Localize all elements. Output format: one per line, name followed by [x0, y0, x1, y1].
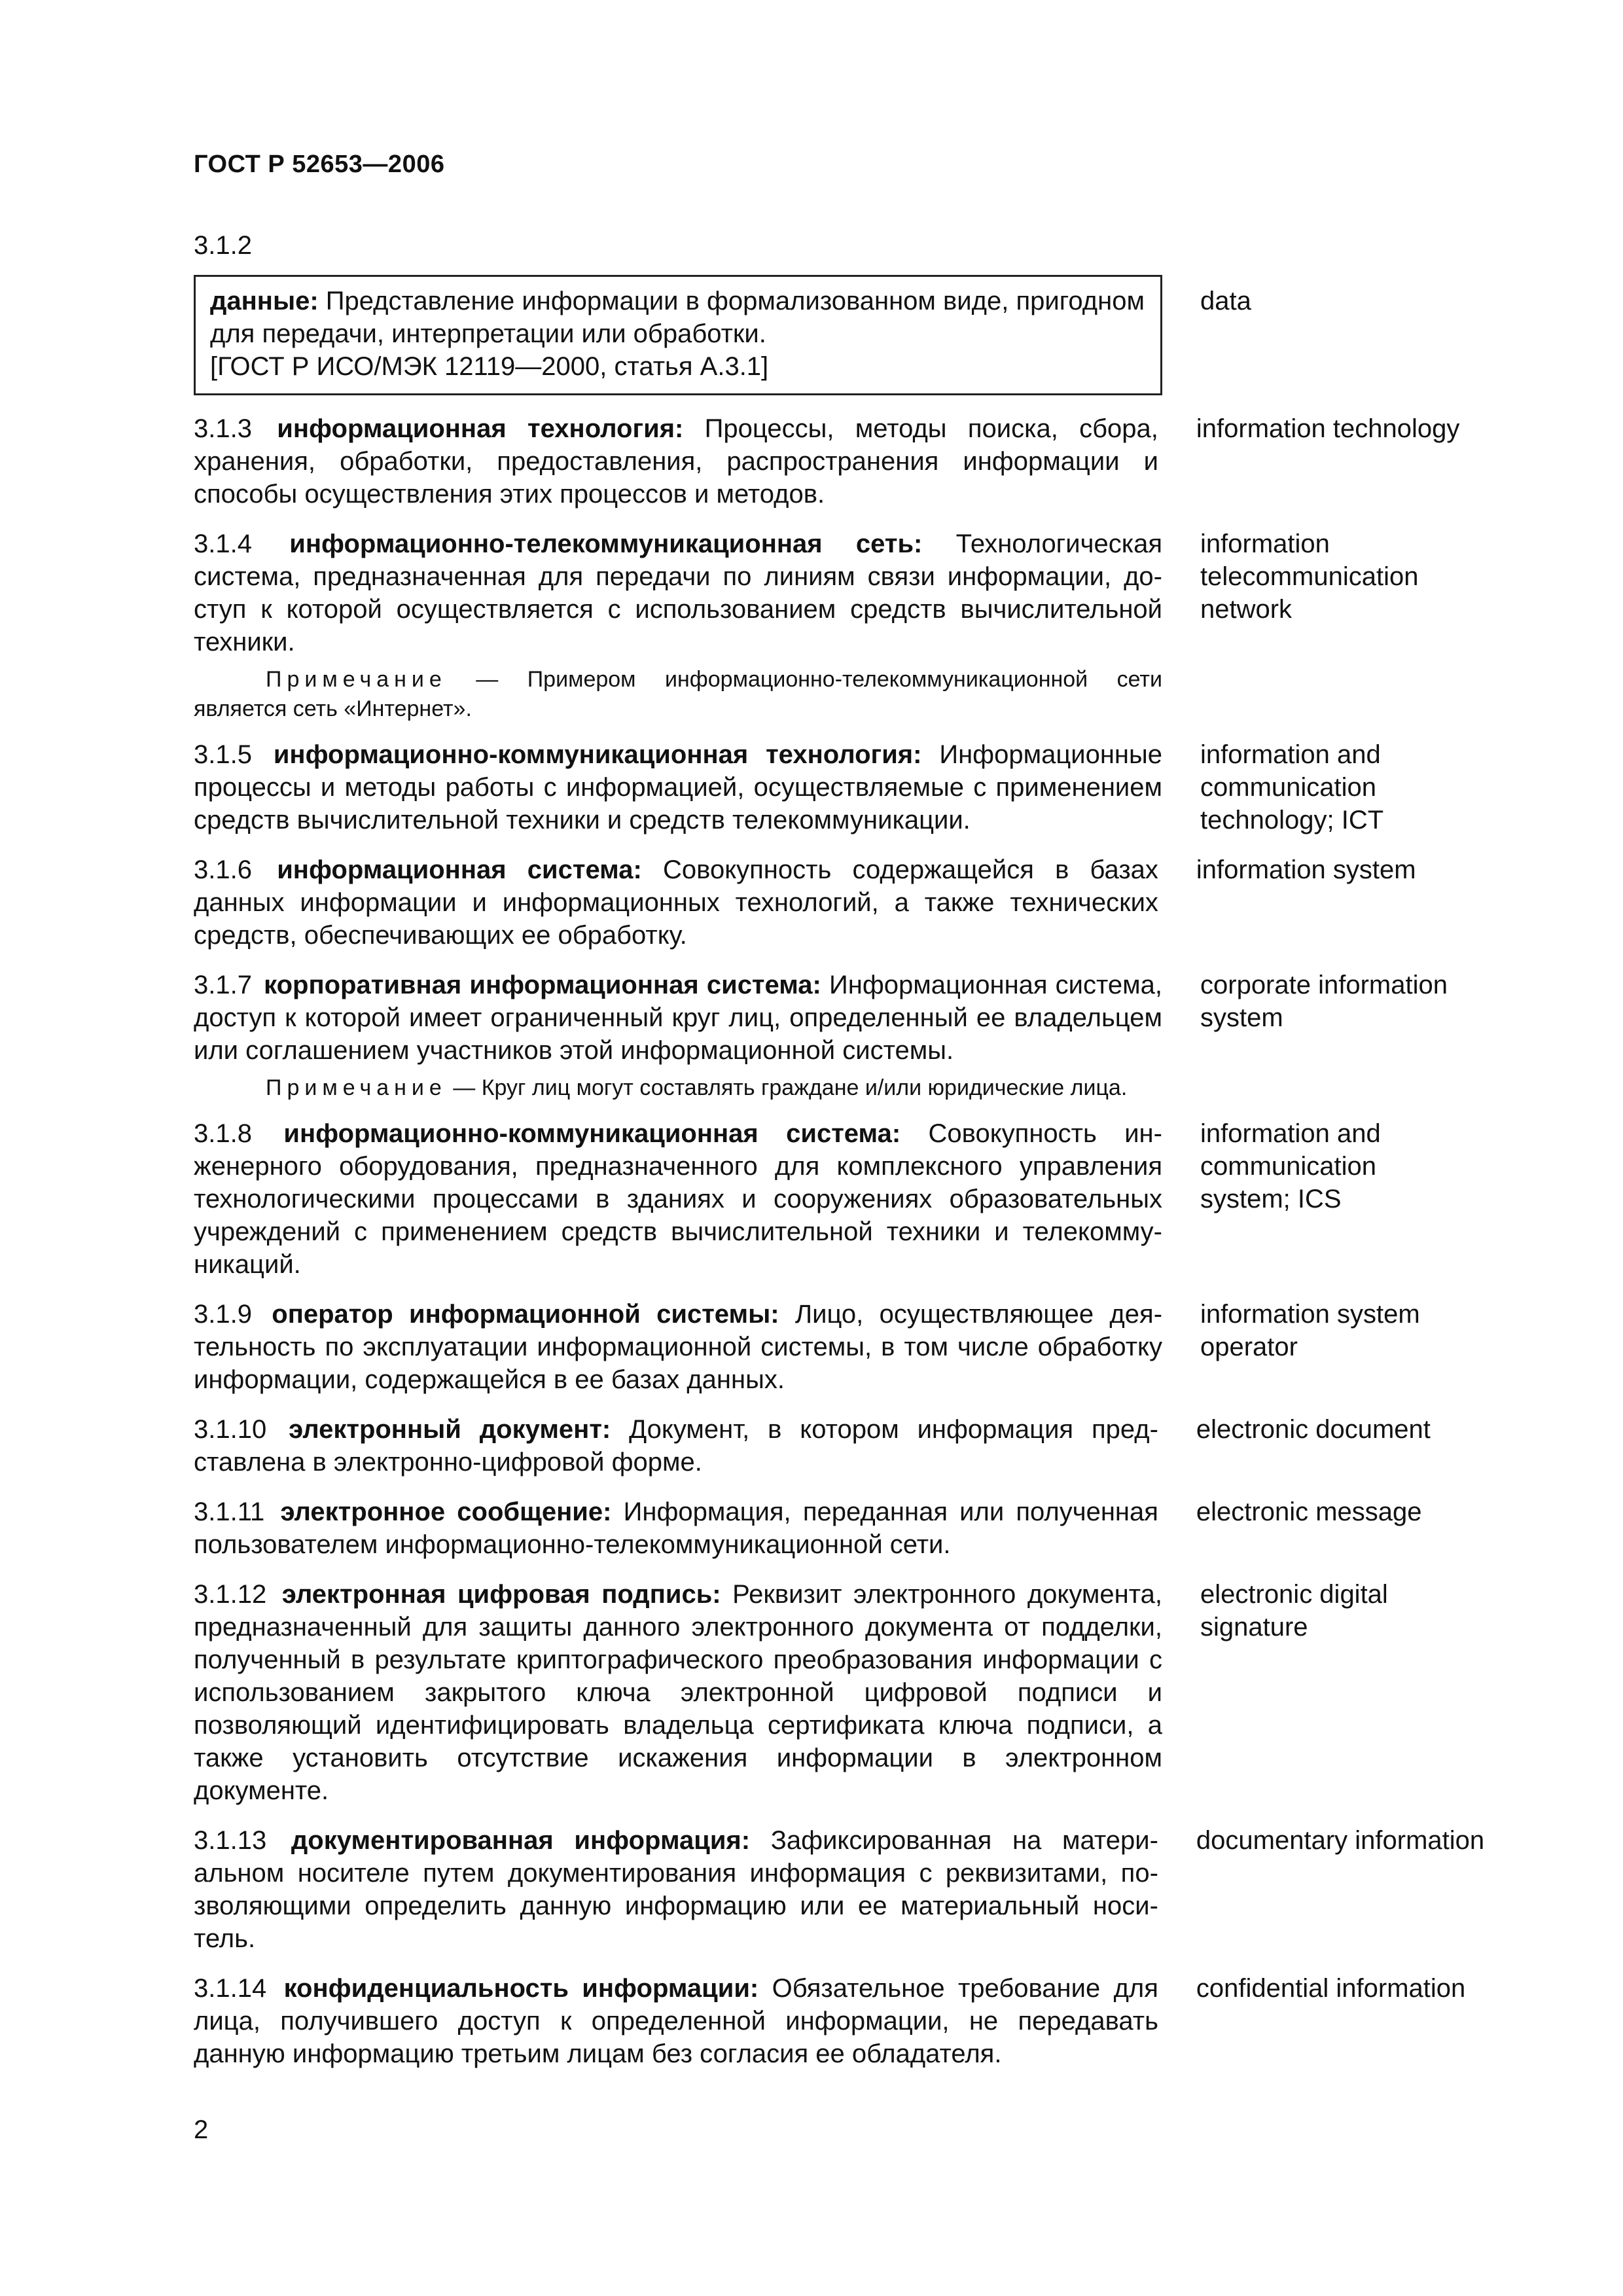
term-entry-3-1-7 [194, 969, 1503, 1067]
definition: Обязательное требование для лица, получившего доступ к определенной информации, не передавать данную информацию третьим лицам без согласия ее обладателя. [194, 1974, 1158, 2068]
definition: Процессы, методы поиска, сбора, хранения, обработки, предоставления, распространения информации и способы осуществления этих процессов и методов. [194, 414, 1158, 509]
definition: Технологическая система, предназначенная для передачи по линиям связи информации, доступ к которой осуществляется с использованием средств вычислительной техники. [194, 529, 1162, 656]
term-entry-3-1-2 [194, 275, 1503, 395]
term-entry-3-1-10 [194, 1413, 1503, 1479]
term-entry-3-1-5 [194, 738, 1503, 836]
term: оператор информационной системы: [272, 1300, 779, 1329]
note-text: — Примером информационно-телекоммуникационной сети является сеть «Интернет». [194, 667, 1162, 721]
term-entry-3-1-12 [194, 1578, 1503, 1807]
term-number: 3.1.8 [194, 1119, 252, 1148]
english-equivalent: confidential information [1196, 1974, 1466, 2003]
term: данные: [210, 287, 319, 315]
english-equivalent: information system operator [1200, 1300, 1420, 1361]
note-label: Примечание [266, 667, 447, 692]
definition: Представление информации в формализованном виде, пригодном для передачи, интерпретации или обработки. [210, 287, 1145, 348]
term-number: 3.1.7 [194, 971, 252, 999]
term-entry-3-1-6 [194, 853, 1503, 952]
term-entry-3-1-4 [194, 528, 1503, 658]
definition: Информационная система, доступ к которой имеет ограниченный круг лиц, определенный ее владельцем или соглашением участников этой информационной системы. [194, 971, 1162, 1065]
term-number: 3.1.13 [194, 1826, 267, 1855]
definition: Лицо, осуществляющее деятельность по эксплуатации информационной системы, в том числе обработку информации, содержащейся в ее базах данных. [194, 1300, 1163, 1394]
term: информационно-телекоммуникационная сеть: [289, 529, 923, 558]
term: информационно-коммуникационная система: [283, 1119, 901, 1148]
clause-number: 3.1.2 [194, 231, 252, 260]
term: конфиденциальность информации: [283, 1974, 759, 2003]
english-equivalent: electronic message [1196, 1498, 1422, 1526]
english-equivalent: electronic document [1196, 1415, 1431, 1444]
english-equivalent: data [1200, 287, 1251, 315]
definition: Зафиксированная на материальном носителе путем документирования информация с реквизитами, позволяющими определить данную информацию или ее материальный носитель. [194, 1826, 1158, 1953]
page-number: 2 [194, 2115, 209, 2144]
term: документированная информация: [291, 1826, 751, 1855]
english-equivalent: documentary information [1196, 1826, 1485, 1855]
note [194, 665, 1162, 724]
term-number: 3.1.10 [194, 1415, 267, 1444]
note-text: — Круг лиц могут составлять граждане и/или юридические лица. [446, 1075, 1128, 1100]
term-entry-3-1-11 [194, 1496, 1503, 1561]
term: электронный документ: [289, 1415, 611, 1444]
english-equivalent: information and communication technology; ICT [1200, 740, 1384, 834]
term-number: 3.1.4 [194, 529, 252, 558]
english-equivalent: information telecommunication network [1200, 529, 1419, 624]
term: электронное сообщение: [280, 1498, 612, 1526]
english-equivalent: information system [1196, 855, 1416, 884]
term-entry-3-1-3 [194, 412, 1503, 511]
term-entry-3-1-13 [194, 1824, 1503, 1955]
term: информационная технология: [277, 414, 684, 443]
term-number: 3.1.6 [194, 855, 252, 884]
term-entry-3-1-14 [194, 1972, 1503, 2070]
english-equivalent: electronic digital signature [1200, 1580, 1388, 1641]
definition: Документ, в котором информация представлена в электронно-цифровой форме. [194, 1415, 1158, 1477]
term-number: 3.1.11 [194, 1498, 265, 1526]
term-number: 3.1.5 [194, 740, 252, 769]
term: электронная цифровая подпись: [281, 1580, 721, 1609]
english-equivalent: information and communication system; ICS [1200, 1119, 1381, 1213]
term-number: 3.1.12 [194, 1580, 267, 1609]
note-label: Примечание [266, 1075, 447, 1100]
definition: Совокупность инженерного оборудования, предназначенного для комплексного управления технологическими процессами в зданиях и сооружениях образовательных учреждений с применением средств вычислительной техники и телекоммуникаций. [194, 1119, 1162, 1279]
definition: Совокупность содержащейся в базах данных информации и информационных технологий, а также технических средств, обеспечивающих ее обработку. [194, 855, 1158, 950]
boxed-definition [194, 275, 1162, 395]
term-entry-3-1-8 [194, 1117, 1503, 1281]
term-number: 3.1.3 [194, 414, 252, 443]
english-equivalent: information technology [1196, 414, 1460, 443]
reference: [ГОСТ Р ИСО/МЭК 12119—2000, статья А.3.1] [210, 352, 769, 381]
definition: Информационные процессы и методы работы с информацией, осуществляемые с применением средств вычислительной техники и средств телекоммуникации. [194, 740, 1162, 834]
page-header: ГОСТ Р 52653—2006 [194, 151, 445, 178]
terms-section [194, 229, 1503, 2070]
definition: Информация, переданная или полученная пользователем информационно-телекоммуникационной сети. [194, 1498, 1158, 1559]
term-entry-3-1-9 [194, 1298, 1503, 1396]
definition: Реквизит электронного документа, предназначенный для защиты данного электронного документа от подделки, полученный в результате криптографического преобразования информации с использованием закрытого ключа электронной цифровой подписи и позволяющий идентифицировать владельца сертификата ключа подписи, а также установить отсутствие искажения информации в электронном документе. [194, 1580, 1162, 1805]
term: информационно-коммуникационная технология: [273, 740, 922, 769]
term: корпоративная информационная система: [264, 971, 821, 999]
term-number: 3.1.14 [194, 1974, 267, 2003]
english-equivalent: corporate information system [1200, 971, 1448, 1032]
term: информационная система: [277, 855, 642, 884]
term-number: 3.1.9 [194, 1300, 252, 1329]
note [194, 1073, 1162, 1103]
